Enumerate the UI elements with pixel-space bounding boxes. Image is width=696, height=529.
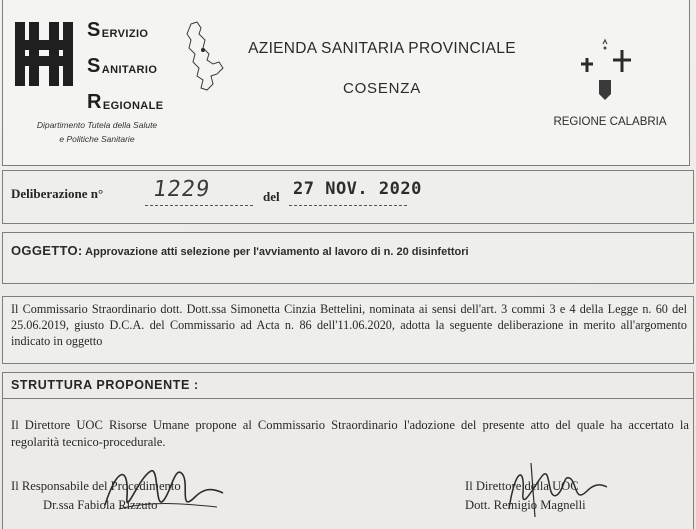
left-signatory-name: Dr.ssa Fabiola Rizzuto <box>43 498 158 512</box>
date-line <box>289 205 407 206</box>
number-line <box>145 205 253 206</box>
commissario-box <box>2 296 694 364</box>
calabria-map-icon <box>183 20 227 94</box>
document-header <box>2 0 690 166</box>
oggetto-text: Approvazione atti selezione per l'avviamento al lavoro di n. 20 disinfettori <box>85 246 469 258</box>
ssr-word-servizio: S ERVIZIO <box>87 19 149 41</box>
left-signatory-role: Il Responsabile del Procedimento <box>11 479 181 493</box>
deliberazione-date-stamp: 27 NOV. 2020 <box>293 179 422 199</box>
oggetto-box <box>2 232 694 284</box>
oggetto-line <box>11 243 469 258</box>
regione-calabria-emblem-icon <box>569 36 645 104</box>
ssr-word-regionale: R EGIONALE <box>87 91 164 113</box>
deliberazione-label: Deliberazione n° <box>11 186 104 201</box>
right-signatory-role: Il Direttore della UOC <box>465 479 579 493</box>
struttura-proponente-box <box>2 372 694 529</box>
deliberazione-row <box>2 170 694 224</box>
ssr-wordmark <box>87 4 164 112</box>
oggetto-label: OGGETTO: <box>11 243 83 258</box>
deliberazione-number: 1229 <box>151 177 212 202</box>
struttura-header <box>3 373 693 399</box>
region-name: REGIONE CALABRIA <box>553 116 667 128</box>
department-name: Dipartimento Tutela della Salute e Politiche Sanitarie <box>36 120 158 144</box>
right-signatory-name: Dott. Remigio Magnelli <box>465 498 586 512</box>
date-label: del <box>263 189 280 204</box>
commissario-paragraph: Il Commissario Straordinario dott. Dott.ssa Simonetta Cinzia Bettelini, nominata ai sensi dell'art. 3 commi 3 e 4 della Legge n. 60 del 25.06.2019, giusto D.C.A. del Commissario ad Acta n. 86 dell'11.06.2020, adotta la seguente deliberazione in merito all'argomento indicato in oggetto <box>11 302 687 348</box>
organization-name: AZIENDA SANITARIA PROVINCIALE <box>248 40 516 57</box>
ssr-word-sanitario: S ANITARIO <box>87 55 158 77</box>
ssr-cross-logo-icon <box>15 22 73 86</box>
organization-city: COSENZA <box>342 80 422 97</box>
struttura-paragraph: Il Direttore UOC Risorse Umane propone al Commissario Straordinario l'adozione del presente atto del quale ha accertato la regolarità tecnico-procedurale. <box>11 418 689 449</box>
struttura-heading: STRUTTURA PROPONENTE : <box>11 378 199 392</box>
